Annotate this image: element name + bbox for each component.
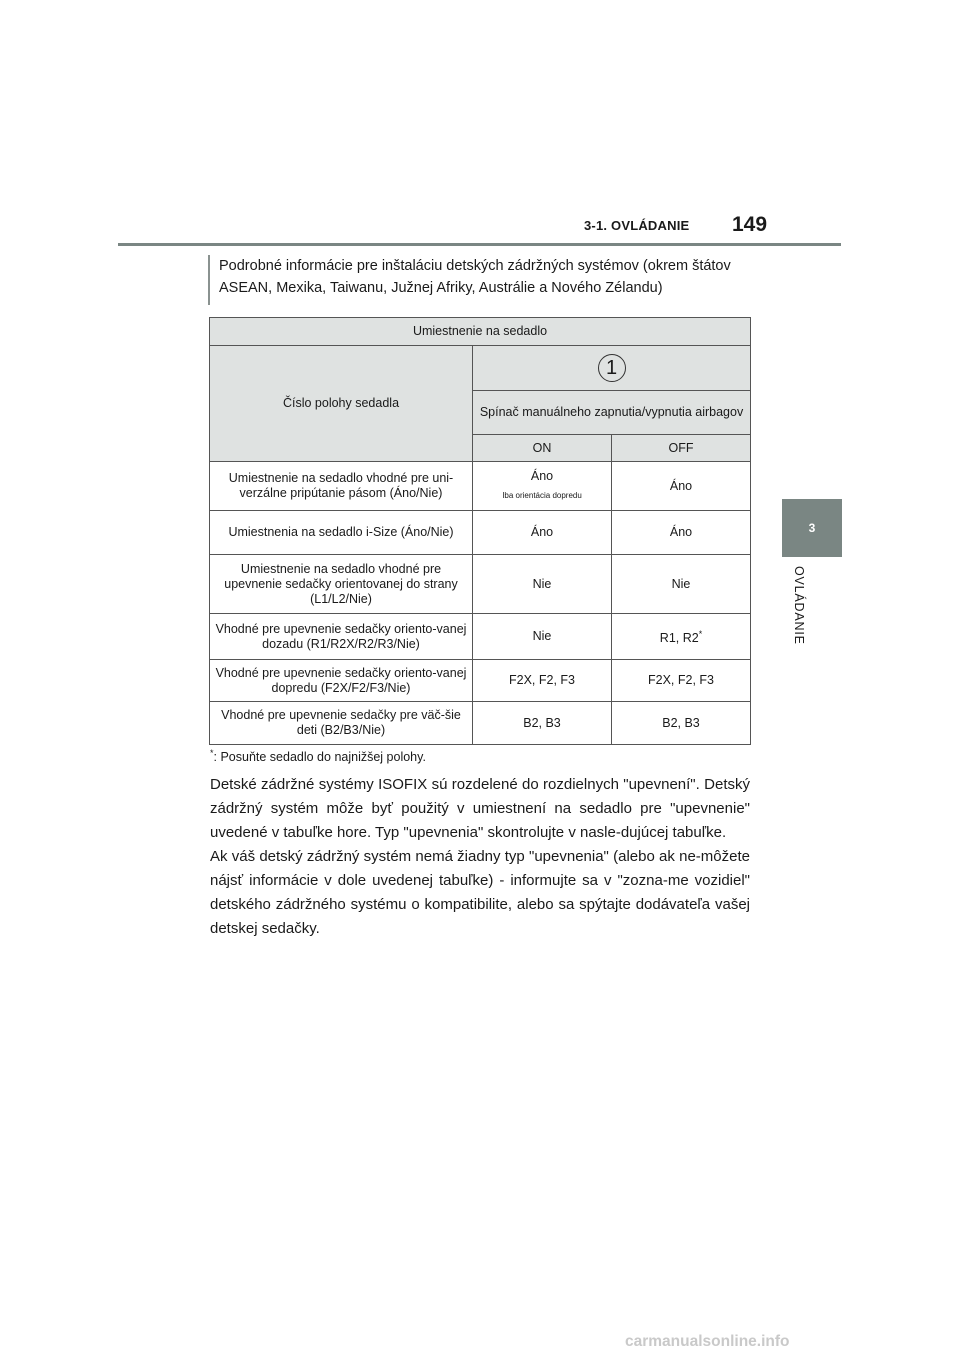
row-off-value: Nie [612,555,751,614]
paragraph: Detské zádržné systémy ISOFIX sú rozdelené do rozdielnych "upevnení". Detský zádržný systém môže byť použitý v umiestnení na sedadlo pre "upevnenie" uvedené v tabuľke hore. Typ "upevnenia" skontrolujte v nasle-dujúcej tabuľke. [210,776,750,841]
header-divider [118,243,841,246]
row-off-cell [612,614,751,660]
row-label: Umiestnenia na sedadlo i-Size (Áno/Nie) [210,511,473,555]
position-number-cell [473,346,751,391]
airbag-switch-label: Spínač manuálneho zapnutia/vypnutia airbagov [473,391,751,435]
row-on-value: Nie [473,555,612,614]
row-on-value: Nie [473,614,612,660]
watermark: carmanualsonline.info [625,1333,790,1350]
row-label: Vhodné pre upevnenie sedačky oriento-vanej dozadu (R1/R2X/R2/R3/Nie) [210,614,473,660]
row-on-value: Áno [530,469,554,483]
row-off-value: F2X, F2, F3 [612,660,751,702]
footnote-mark: * [210,748,214,758]
chapter-tab[interactable] [782,499,842,557]
isofix-table [209,317,751,745]
row-label: Umiestnenie na sedadlo vhodné pre uni-verzálne pripútanie pásom (Áno/Nie) [210,462,473,511]
row-off-value: B2, B3 [612,702,751,745]
footnote-marker: * [698,628,703,639]
footnote [210,748,426,764]
table-row [210,511,751,555]
table-row [210,462,751,511]
table-row [210,660,751,702]
seat-number-label: Číslo polohy sedadla [210,346,473,462]
header-off: OFF [612,435,751,462]
info-box: Podrobné informácie pre inštaláciu detských zádržných systémov (okrem štátov ASEAN, Mexika, Taiwanu, Južnej Afriky, Austrálie a Nového Zélandu) [208,255,759,305]
row-on-note: Iba orientácia dopredu [502,491,582,500]
chapter-label: OVLÁDANIE [792,566,806,645]
page-number: 149 [732,213,768,236]
row-on-value: Áno [473,511,612,555]
footnote-text: : Posuňte sedadlo do najnižšej polohy. [213,750,426,765]
row-off-value: Áno [612,462,751,511]
row-off-value: R1, R2 [659,631,699,646]
table-row [210,614,751,660]
row-on-value: F2X, F2, F3 [473,660,612,702]
header-on: ON [473,435,612,462]
chapter-number: 3 [808,521,816,535]
row-label: Vhodné pre upevnenie sedačky oriento-vanej dopredu (F2X/F2/F3/Nie) [210,660,473,702]
body-text [210,773,750,941]
row-on-cell [473,462,612,511]
row-on-value: B2, B3 [473,702,612,745]
table-row [210,702,751,745]
position-number-circle: 1 [598,354,626,382]
table-row [210,555,751,614]
row-off-value: Áno [612,511,751,555]
row-label: Vhodné pre upevnenie sedačky pre väč-šie deti (B2/B3/Nie) [210,702,473,745]
table-title: Umiestnenie na sedadlo [210,318,751,346]
paragraph: Ak váš detský zádržný systém nemá žiadny typ "upevnenia" (alebo ak ne-môžete nájsť informácie v dole uvedenej tabuľke) - informujte sa v "zozna-me vozidiel" detského zádržného systému o kompatibilite, alebo sa spýtajte dodávateľa vašej detskej sedačky. [210,848,750,937]
row-label: Umiestnenie na sedadlo vhodné pre upevnenie sedačky orientovanej do strany (L1/L2/Nie) [210,555,473,614]
section-title: 3-1. OVLÁDANIE [584,218,690,233]
